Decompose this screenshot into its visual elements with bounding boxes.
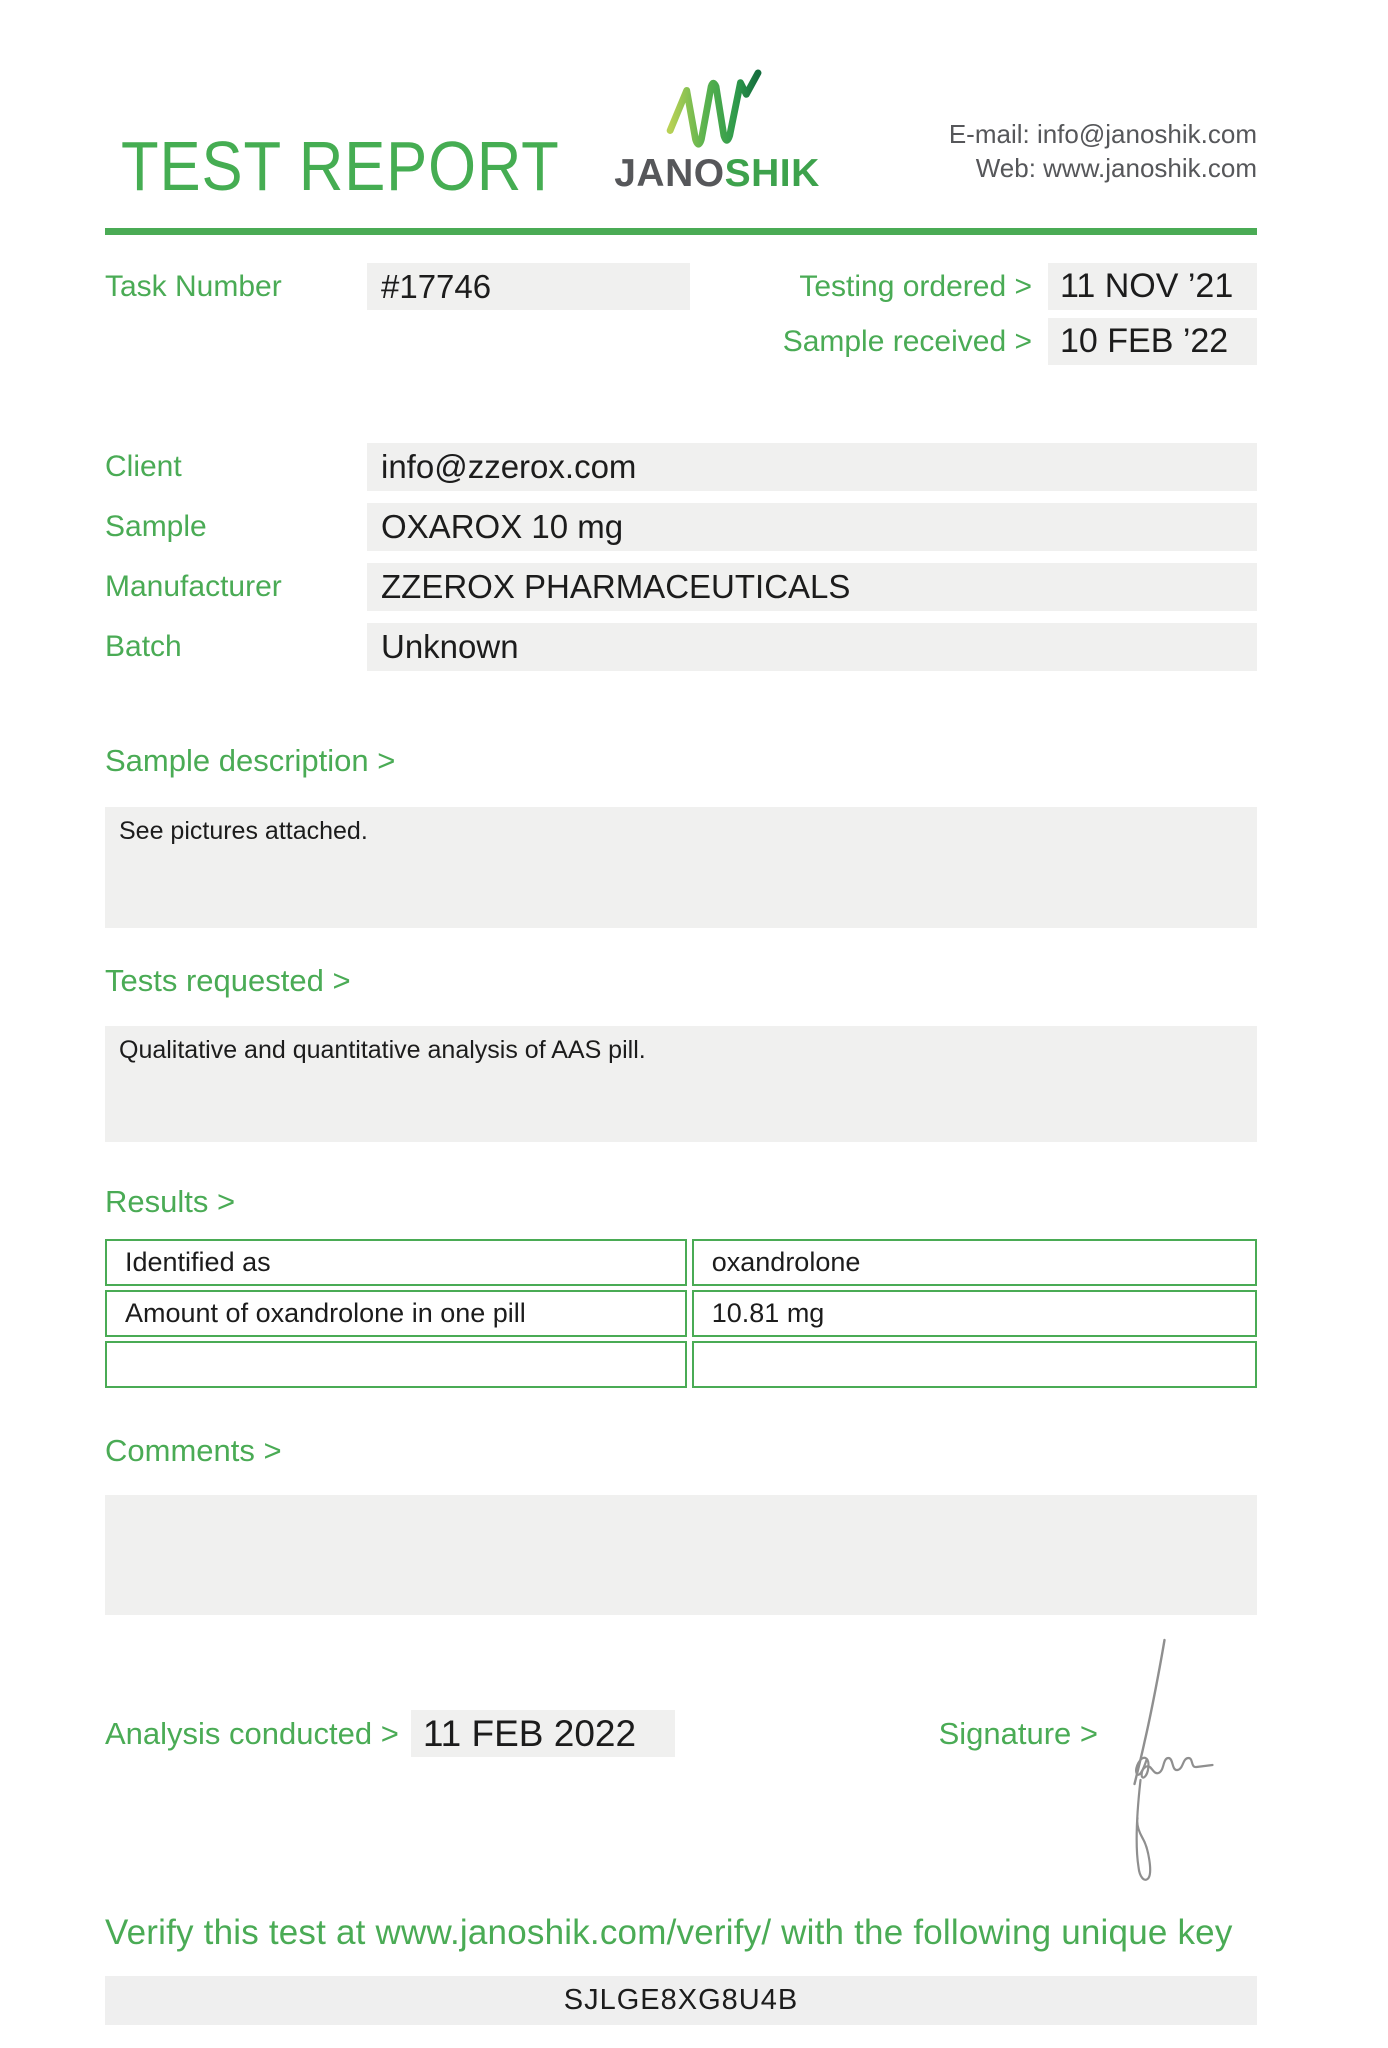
batch-label: Batch	[105, 630, 182, 663]
detail-row-manufacturer	[105, 563, 1257, 611]
tests-requested-body: Qualitative and quantitative analysis of AAS pill.	[105, 1026, 1257, 1142]
results-heading: Results >	[105, 1184, 236, 1219]
analysis-conducted-value: 11 FEB 2022	[411, 1710, 675, 1757]
sample-description-heading: Sample description >	[105, 743, 396, 778]
detail-row-batch	[105, 623, 1257, 671]
manufacturer-label: Manufacturer	[105, 570, 282, 603]
result-name-cell: Amount of oxandrolone in one pill	[105, 1290, 687, 1337]
manufacturer-value: ZZEROX PHARMACEUTICALS	[367, 563, 1257, 611]
table-row	[105, 1341, 1257, 1388]
testing-ordered-label: Testing ordered >	[799, 269, 1032, 303]
table-row	[105, 1290, 1257, 1337]
client-value: info@zzerox.com	[367, 443, 1257, 491]
result-value-cell	[692, 1341, 1257, 1388]
report-header	[105, 0, 1257, 205]
task-and-dates	[105, 263, 1257, 365]
client-label: Client	[105, 450, 182, 483]
results-table	[105, 1239, 1257, 1388]
result-value-cell: oxandrolone	[692, 1239, 1257, 1286]
sample-value: OXAROX 10 mg	[367, 503, 1257, 551]
table-row	[105, 1239, 1257, 1286]
brand-prefix: JANO	[614, 152, 725, 195]
header-divider	[105, 228, 1257, 235]
contact-block	[949, 117, 1257, 185]
spacer	[690, 263, 795, 310]
sample-label: Sample	[105, 510, 207, 543]
detail-row-sample	[105, 503, 1257, 551]
detail-row-client	[105, 443, 1257, 491]
contact-web: Web: www.janoshik.com	[975, 153, 1257, 183]
handwritten-signature	[1118, 1632, 1223, 1892]
report-content	[105, 0, 1257, 2025]
signature-label: Signature >	[938, 1715, 1098, 1751]
result-name-cell: Identified as	[105, 1239, 687, 1286]
tests-requested-heading: Tests requested >	[105, 963, 351, 998]
janoshik-logo	[602, 68, 832, 193]
comments-heading: Comments >	[105, 1433, 282, 1468]
contact-email: E-mail: info@janoshik.com	[948, 119, 1257, 149]
comments-body	[105, 1495, 1257, 1615]
unique-key-value: SJLGE8XG8U4B	[563, 1984, 799, 2016]
batch-value: Unknown	[367, 623, 1257, 671]
result-value-cell: 10.81 mg	[692, 1290, 1257, 1337]
sample-details	[105, 443, 1257, 671]
unique-key-box	[105, 1976, 1257, 2025]
brand-wordmark	[602, 154, 832, 193]
task-number-label: Task Number	[105, 269, 282, 303]
chart-peaks-icon	[663, 68, 771, 152]
result-name-cell	[105, 1341, 687, 1388]
testing-ordered-value: 11 NOV ’21	[1048, 263, 1257, 310]
sample-description-body: See pictures attached.	[105, 807, 1257, 928]
page-title: TEST REPORT	[121, 127, 560, 205]
analysis-conducted-label: Analysis conducted >	[105, 1715, 399, 1751]
verify-instruction: Verify this test at www.janoshik.com/verify/ with the following unique key	[105, 1913, 1233, 1952]
task-number-value: #17746	[367, 263, 690, 310]
analysis-row	[105, 1710, 1257, 1757]
brand-suffix: SHIK	[724, 152, 820, 195]
sample-received-value: 10 FEB ’22	[1048, 318, 1257, 365]
sample-received-label: Sample received >	[782, 324, 1032, 358]
